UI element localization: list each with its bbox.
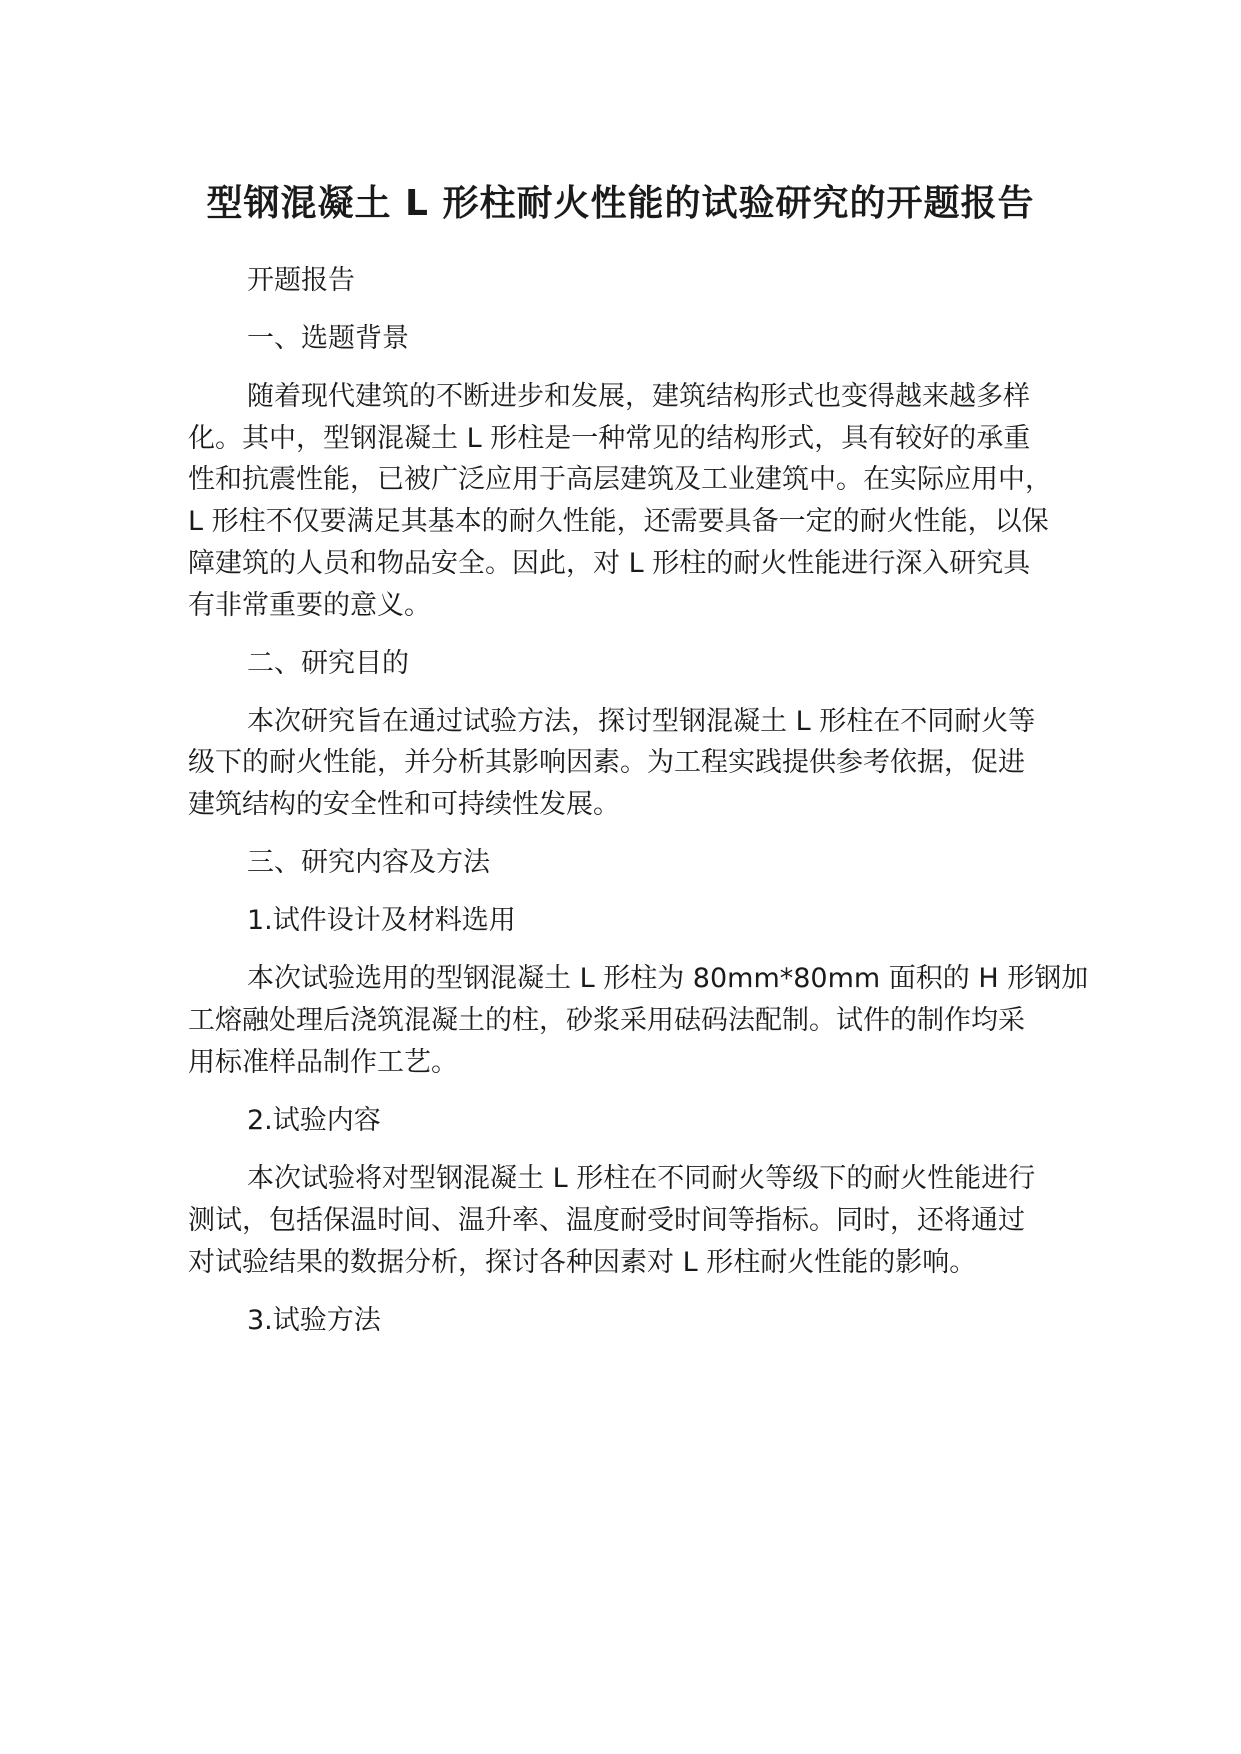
paragraph-line: L 形柱不仅要满足其基本的耐久性能，还需要具备一定的耐火性能，以保 <box>188 506 1049 537</box>
paragraph-line: 建筑结构的安全性和可持续性发展。 <box>188 789 620 820</box>
paragraph-line: 本次试验选用的型钢混凝土 L 形柱为 80mm*80mm 面积的 H 形钢加 <box>247 963 1089 994</box>
paragraph-line: 测试，包括保温时间、温升率、温度耐受时间等指标。同时，还将通过 <box>188 1205 1025 1236</box>
document-title: 型钢混凝土 L 形柱耐火性能的试验研究的开题报告 <box>206 183 1035 224</box>
section-heading: 二、研究目的 <box>247 648 409 679</box>
paragraph-line: 对试验结果的数据分析，探讨各种因素对 L 形柱耐火性能的影响。 <box>188 1247 977 1278</box>
section-heading: 三、研究内容及方法 <box>247 847 490 878</box>
paragraph-line: 本次试验将对型钢混凝土 L 形柱在不同耐火等级下的耐火性能进行 <box>247 1163 1036 1194</box>
subsection-heading: 2.试验内容 <box>247 1105 381 1136</box>
paragraph-line: 随着现代建筑的不断进步和发展，建筑结构形式也变得越来越多样 <box>247 381 1030 412</box>
subsection-heading: 1.试件设计及材料选用 <box>247 905 516 936</box>
section-heading: 一、选题背景 <box>247 323 409 354</box>
subsection-heading: 3.试验方法 <box>247 1305 381 1336</box>
paragraph-line: 工熔融处理后浇筑混凝土的柱，砂浆采用砝码法配制。试件的制作均采 <box>188 1005 1025 1036</box>
paragraph-line: 有非常重要的意义。 <box>188 590 431 621</box>
paragraph-line: 障建筑的人员和物品安全。因此，对 L 形柱的耐火性能进行深入研究具 <box>188 548 1031 579</box>
paragraph-line: 用标准样品制作工艺。 <box>188 1047 458 1078</box>
paragraph-line: 本次研究旨在通过试验方法，探讨型钢混凝土 L 形柱在不同耐火等 <box>247 706 1036 737</box>
paragraph-line: 化。其中，型钢混凝土 L 形柱是一种常见的结构形式，具有较好的承重 <box>188 423 1031 454</box>
paragraph-line: 级下的耐火性能，并分析其影响因素。为工程实践提供参考依据，促进 <box>188 747 1025 778</box>
paragraph-line: 性和抗震性能，已被广泛应用于高层建筑及工业建筑中。在实际应用中， <box>188 464 1052 495</box>
section-heading: 开题报告 <box>247 265 355 296</box>
